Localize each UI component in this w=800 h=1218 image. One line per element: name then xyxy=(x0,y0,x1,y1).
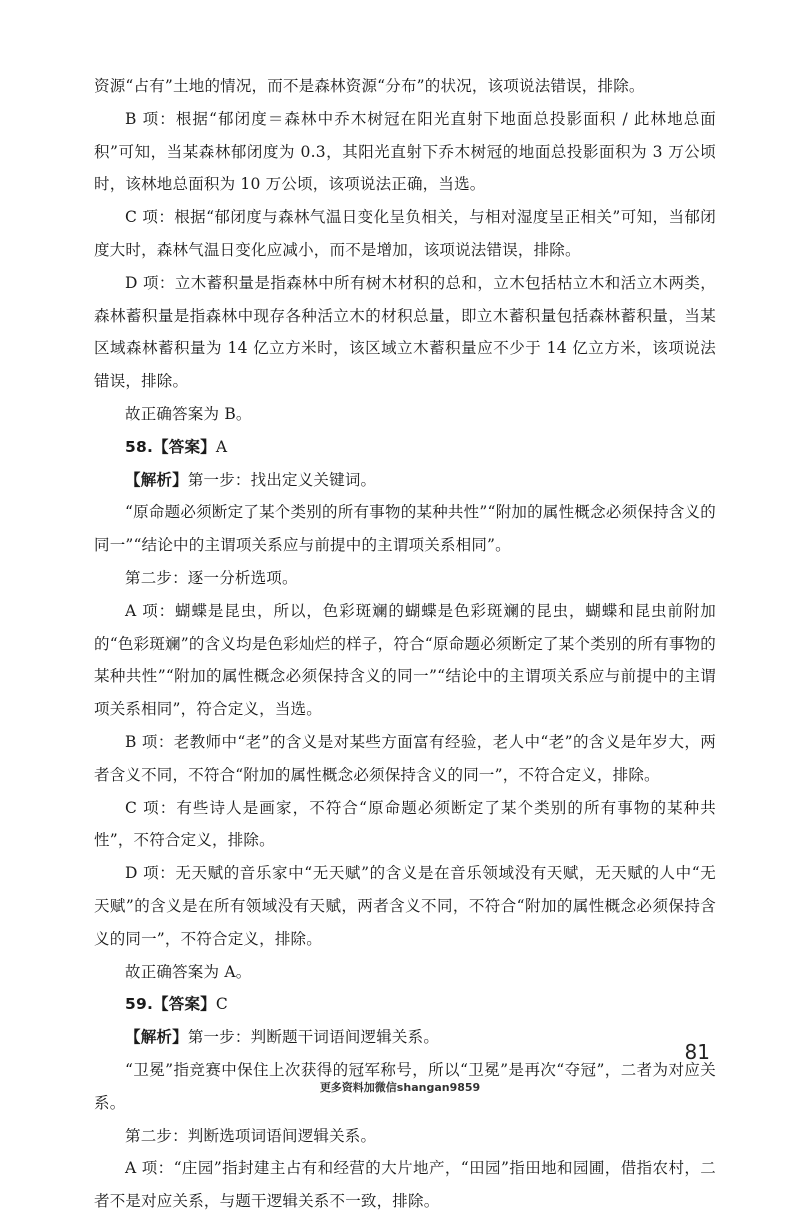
paragraph-text: D 项：无天赋的音乐家中“无天赋”的含义是在音乐领域没有天赋，无天赋的人中“无天赋”的含义是在所有领域没有天赋，两者含义不同，不符合“附加的属性概念必须保持含义的同一”，不符合定义，排除。 xyxy=(94,864,716,948)
answer-59-heading xyxy=(94,988,716,1021)
paragraph-text: 资源“占有”土地的情况，而不是森林资源“分布”的状况，该项说法错误，排除。 xyxy=(94,77,645,95)
answer-label: 59.【答案】 xyxy=(125,995,216,1014)
paragraph-text: D 项：立木蓄积量是指森林中所有树木材积的总和，立木包括枯立木和活立木两类，森林蓄积量是指森林中现存各种活立木的材积总量，即立木蓄积量包括森林蓄积量，当某区域森林蓄积量为 14 亿立方米时，该区域立木蓄积量应不少于 14 亿立方米，该项说法错误，排除。 xyxy=(94,273,716,391)
paragraph-text: 故正确答案为 B。 xyxy=(125,404,252,423)
analysis-59-step1 xyxy=(94,1021,716,1054)
paragraph-conclusion xyxy=(94,398,716,431)
paragraph-text: B 项：根据“郁闭度＝森林中乔木树冠在阳光直射下地面总投影面积 / 此林地总面积”可知，当某森林郁闭度为 0.3，其阳光直射下乔木树冠的地面总投影面积为 3 万公顷时，该林地总面积为 10 万公顷，该项说法正确，当选。 xyxy=(94,109,716,194)
analysis-58-step1 xyxy=(94,464,716,497)
paragraph-text: 第二步：判断选项词语间逻辑关系。 xyxy=(125,1126,377,1145)
page-content xyxy=(94,70,716,1218)
footer-watermark: 更多资料加微信shangan9859 xyxy=(319,1081,481,1094)
answer-value: C xyxy=(215,995,228,1014)
paragraph-text: A 项：蝴蝶是昆虫，所以，色彩斑斓的蝴蝶是色彩斑斓的昆虫，蝴蝶和昆虫前附加的“色彩斑斓”的含义均是色彩灿烂的样子，符合“原命题必须断定了某个类别的所有事物的某种共性”“附加的属性概念必须保持含义的同一”“结论中的主谓项关系应与前提中的主谓项关系相同”，符合定义，当选。 xyxy=(94,601,716,719)
paragraph-option-c xyxy=(94,201,716,267)
paragraph-step2 xyxy=(94,1120,716,1153)
answer-58-heading xyxy=(94,431,716,464)
paragraph-option-b xyxy=(94,103,716,201)
paragraph-option-d xyxy=(94,267,716,398)
paragraph-conclusion xyxy=(94,956,716,989)
paragraph-option-a xyxy=(94,595,716,726)
analysis-label: 【解析】 xyxy=(125,1028,188,1047)
page-number: 81 xyxy=(684,1040,710,1064)
paragraph-step2 xyxy=(94,562,716,595)
paragraph-text: 第一步：找出定义关键词。 xyxy=(187,470,377,489)
paragraph-text: 故正确答案为 A。 xyxy=(125,962,252,981)
paragraph-text: A 项：“庄园”指封建主占有和经营的大片地产，“田园”指田地和园圃，借指农村，二者不是对应关系，与题干逻辑关系不一致，排除。 xyxy=(94,1159,716,1211)
paragraph-keywords xyxy=(94,496,716,562)
paragraph-text: 第一步：判断题干词语间逻辑关系。 xyxy=(187,1028,440,1047)
paragraph-option-b xyxy=(94,726,716,792)
paragraph-option-a xyxy=(94,1152,716,1218)
answer-label: 58.【答案】 xyxy=(125,437,216,456)
paragraph-option-c xyxy=(94,792,716,858)
paragraph-continuation xyxy=(94,70,716,103)
paragraph-text: B 项：老教师中“老”的含义是对某些方面富有经验，老人中“老”的含义是年岁大，两者含义不同，不符合“附加的属性概念必须保持含义的同一”，不符合定义，排除。 xyxy=(94,732,716,784)
analysis-label: 【解析】 xyxy=(125,470,188,489)
paragraph-text: C 项：有些诗人是画家，不符合“原命题必须断定了某个类别的所有事物的某种共性”，不符合定义，排除。 xyxy=(94,798,716,850)
paragraph-text: “卫冕”指竞赛中保住上次获得的冠军称号，所以“卫冕”是再次“夺冠”，二者为对应关系。 xyxy=(94,1060,716,1112)
paragraph-text: C 项：根据“郁闭度与森林气温日变化呈负相关，与相对湿度呈正相关”可知，当郁闭度大时，森林气温日变化应减小，而不是增加，该项说法错误，排除。 xyxy=(94,208,716,259)
paragraph-text: “原命题必须断定了某个类别的所有事物的某种共性”“附加的属性概念必须保持含义的同一”“结论中的主谓项关系应与前提中的主谓项关系相同”。 xyxy=(94,503,716,555)
paragraph-option-d xyxy=(94,857,716,955)
answer-value: A xyxy=(215,437,228,456)
paragraph-text: 第二步：逐一分析选项。 xyxy=(125,568,298,587)
